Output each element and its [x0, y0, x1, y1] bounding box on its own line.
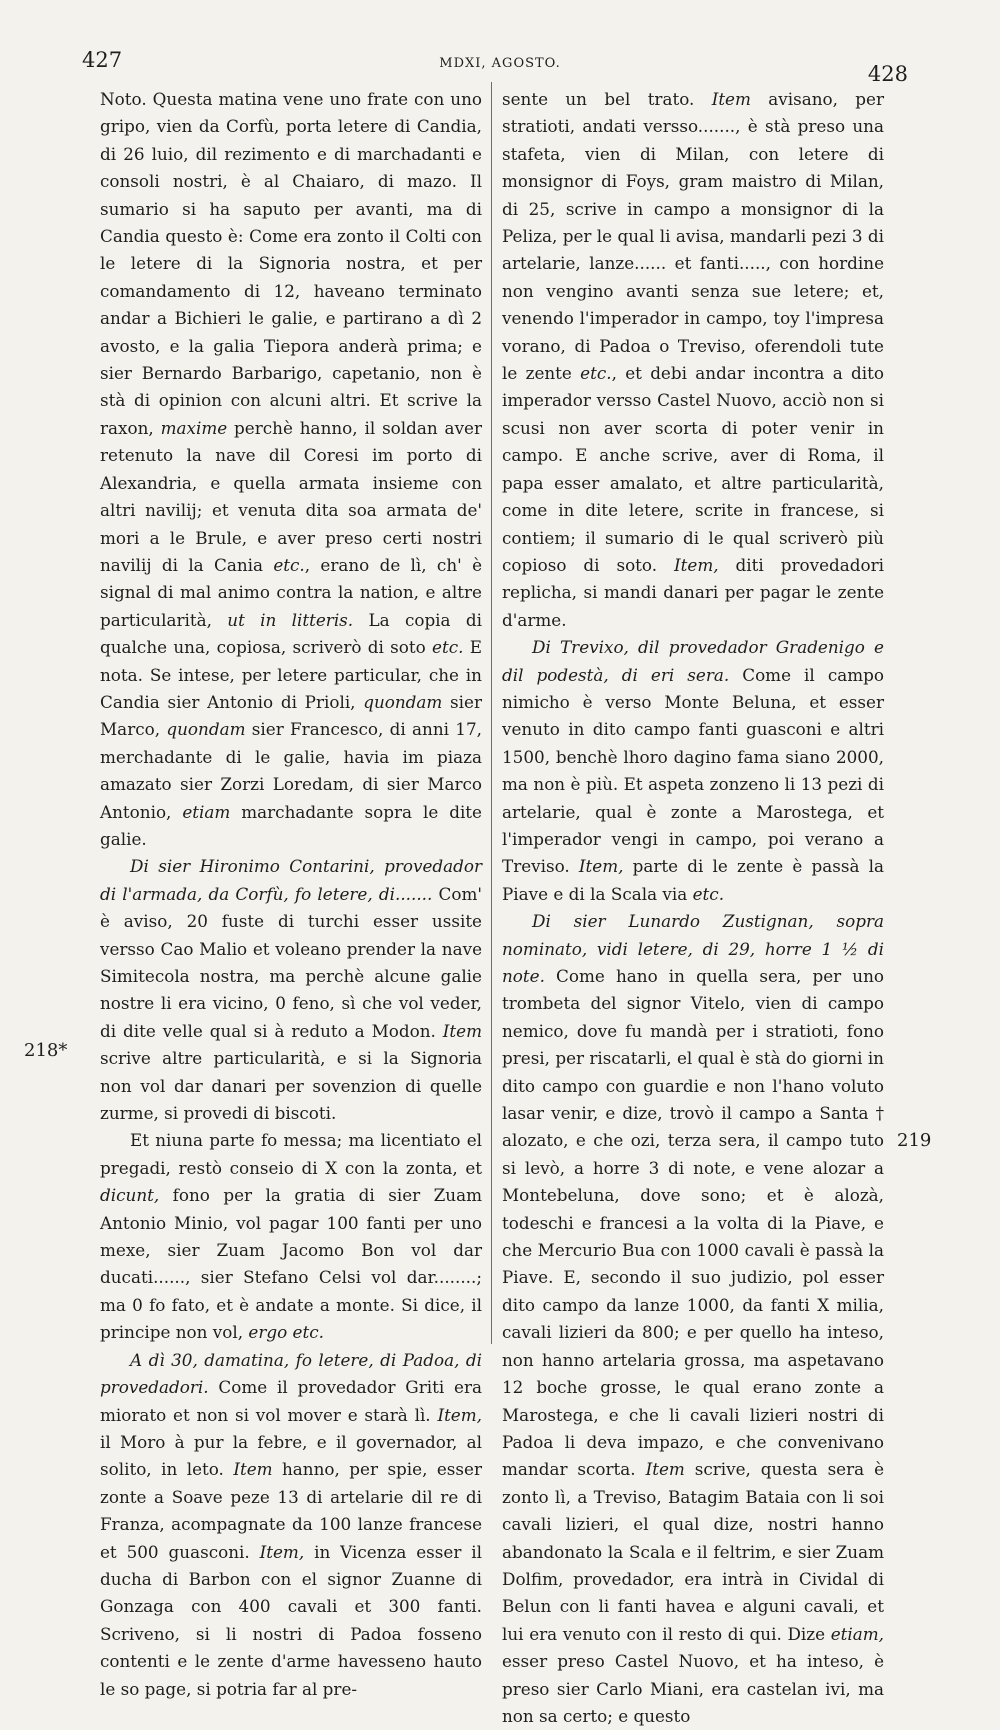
text-run: Com' è aviso, 20 fuste di turchi esser ussite versso Cao Malio et voleano prender la nave Simitecola nostra, ma perchè alcune galie nostre li era vicino, 0 feno, sì che vol veder, di dite velle qual si à reduto a Modon.: [100, 883, 482, 1041]
text-run: E nota. Se intese, per letere particular, che in Candia sier Antonio di Prioli,: [100, 637, 482, 712]
paragraph: [502, 634, 884, 908]
text-run: perchè hanno, il soldan aver retenuto la nave dil Coresi im porto di Alexandria, e quella armata insieme con altri navilij; et venuta dita soa armata de' mori a le Brule, e aver preso certi nostri navilij di la Cania: [100, 417, 482, 575]
paragraph: [502, 908, 884, 1730]
italic-run: Item,: [437, 1404, 482, 1425]
italic-run: A dì 30, damatina, fo letere, di Padoa, di provedadori.: [100, 1349, 482, 1398]
text-run: scrive, questa sera è zonto lì, a Treviso, Batagim Bataia con li soi cavali lizieri, el qual dize, nostri hanno abandonato la Scala e il feltrim, e sier Zuam Dolfim, provedador, era intrà in Cividal di Belun con li fanti havea e alguni cavali, et lui era venuto con il resto di qui. Dize: [502, 1459, 884, 1644]
italic-run: Item,: [578, 856, 624, 877]
page-number-left: 427: [82, 48, 123, 72]
italic-run: ergo etc.: [248, 1322, 324, 1343]
paragraph: [100, 1127, 482, 1346]
italic-run: Item: [233, 1459, 273, 1480]
text-run: Noto. Questa matina vene uno frate con uno gripo, vien da Corfù, porta letere di Candia, di 26 luio, dil rezimento e di marchadanti e consoli nostri, è al Chaiaro, di mazo. Il sumario si ha saputo per avanti, ma di Candia questo è: Come era zonto il Colti con le letere di la Signoria nostra, et per comandamento di 12, haveano terminato andar a Bichieri le galie, e partirano a dì 2 avosto, e la galia Tiepora anderà prima; e sier Bernardo Barbarigo, capetanio, non è stà di opinion con alcuni altri. Et scrive la raxon,: [100, 89, 482, 438]
italic-run: Item,: [674, 554, 719, 575]
page-header: [0, 40, 1000, 86]
page-number-right: 428: [867, 62, 908, 86]
text-run: esser preso Castel Nuovo, et ha inteso, è preso sier Carlo Miani, era castelan ivi, ma non sa certo; e questo: [502, 1651, 884, 1726]
italic-run: etc.: [692, 883, 725, 904]
margin-ref-right: 219: [897, 1130, 932, 1151]
text-run: marchadante sopra le dite galie.: [100, 801, 482, 849]
italic-run: maxime: [160, 417, 228, 438]
italic-run: etiam,: [830, 1623, 884, 1644]
paragraph: [100, 853, 482, 1127]
text-run: , erano de lì, ch' è signal di mal animo contra la nation, e altre particularità,: [100, 554, 482, 630]
italic-run: Item: [645, 1459, 685, 1480]
text-run: fono per la gratia di sier Zuam Antonio Minio, vol pagar 100 fanti per uno mexe, sier Zuam Jacomo Bon vol dar ducati......, sier Stefano Celsi vol dar........; ma 0 fo fato, et è andate a monte. Si dice, il principe non vol,: [100, 1185, 482, 1343]
text-run: parte di le zente è passà la Piave e di la Scala via: [502, 856, 884, 904]
column-divider: [491, 82, 492, 1344]
text-run: sier Francesco, di anni 17, merchadante di le galie, havia im piaza amazato sier Zorzi Loredam, di sier Marco Antonio,: [100, 719, 482, 822]
text-run: La copia di qualche una, copiosa, scriverò di soto: [100, 609, 482, 658]
italic-run: quondam: [166, 719, 246, 740]
text-run: il Moro à pur la febre, e il governador, al solito, in leto.: [100, 1431, 482, 1480]
italic-run: etc.: [580, 363, 612, 384]
paragraph: [100, 1347, 482, 1703]
text-run: sier Marco,: [100, 691, 482, 740]
text-run: diti provedadori replicha, si mandi danari per pagar le zente d'arme.: [502, 554, 884, 630]
italic-run: Di sier Hironimo Contarini, provedador di l'armada, da Corfù, fo letere, di.......: [100, 856, 482, 904]
text-run: Come hano in quella sera, per uno trombeta del signor Vitelo, vien di campo nemico, dove fu mandà per i stratioti, fono presi, per riscatarli, el qual è stà do giorni in dito campo con guardie e non l'hano voluto lasar venir, e dize, trovò il campo a Santa † alozato, e che ozi, terza sera, il campo tuto si levò, a horre 3 di note, e vene alozar a Montebeluna, dove sono; et è alozà, todeschi e francesi a la volta di la Piave, e che Mercurio Bua con 1000 cavali è passà la Piave. E, secondo il suo judizio, pol esser dito campo da lanze 1000, da fanti X milia, cavali lizieri da 800; e per quello ha inteso, non hanno artelaria grossa, ma aspetavano 12 boche grosse, le qual erano zonte a Marostega, e che li cavali lizieri nostri di Padoa li deva impazo, e che convenivano mandar scorta.: [502, 966, 884, 1480]
text-run: scrive altre particularità, e si la Signoria non vol dar danari per sovenzion di quelle zurme, si provedi di biscoti.: [100, 1048, 482, 1124]
italic-run: ut in litteris.: [227, 609, 354, 630]
right-column: [502, 86, 884, 1730]
text-run: , et debi andar incontra a dito imperador versso Castel Nuovo, acciò non si scusi non aver scorta di poter venir in campo. E anche scrive, aver di Roma, il papa esser amalato, et altre particularità, come in dite letere, scrite in francese, si contiem; il sumario di le qual scriverò più copioso di soto.: [502, 363, 884, 575]
text-run: Come il campo nimicho è verso Monte Beluna, et esser venuto in dito campo fanti guasconi e altri 1500, benchè lhoro dagino fama siano 2000, ma non è più. Et aspeta zonzeno li 13 pezi di artelarie, qual è zonte a Marostega, et l'imperador vengi in campo, poi verano a Treviso.: [502, 664, 884, 877]
text-run: sente un bel trato.: [502, 89, 712, 109]
italic-run: quondam: [363, 691, 443, 712]
running-title: MDXI, AGOSTO.: [439, 56, 561, 71]
left-column: [100, 86, 482, 1703]
italic-run: dicunt,: [100, 1185, 160, 1206]
text-run: hanno, per spie, esser zonte a Soave peze 13 di artelarie dil re di Franza, acompagnate da 100 lanze francese et 500 guasconi.: [100, 1459, 482, 1562]
italic-run: Di Trevixo, dil provedador Gradenigo e dil podestà, di eri sera.: [502, 637, 884, 685]
text-run: in Vicenza esser il ducha di Barbon con el signor Zuanne di Gonzaga con 400 cavali et 300 fanti. Scriveno, si li nostri di Padoa fosseno contenti e le zente d'arme havesseno hauto le so page, si potria far al pre-: [100, 1541, 482, 1699]
italic-run: Di sier Lunardo Zustignan, sopra nominato, vidi letere, di 29, horre 1 ½ di note.: [502, 911, 884, 986]
italic-run: Item,: [259, 1541, 305, 1562]
italic-run: etc.: [273, 554, 305, 575]
margin-ref-left: 218*: [24, 1040, 68, 1061]
paragraph: [502, 86, 884, 634]
paragraph: [100, 86, 482, 853]
italic-run: Item: [442, 1020, 482, 1041]
text-run: Come il provedador Griti era miorato et non si vol mover e starà lì.: [100, 1377, 482, 1425]
text-run: avisano, per stratioti, andati versso......., è stà preso una stafeta, vien di Milan, con letere di monsignor di Foys, gram maistro di Milan, di 25, scrive in campo a monsignor di la Peliza, per le qual li avisa, mandarli pezi 3 di artelarie, lanze...... et fanti....., con hordine non vengino avanti senza sue letere; et, venendo l'imperador in campo, toy l'impresa vorano, di Padoa o Treviso, oferendoli tute le zente: [502, 89, 884, 384]
italic-run: Item: [711, 89, 751, 109]
italic-run: etiam: [182, 801, 231, 822]
text-run: Et niuna parte fo messa; ma licentiato el pregadi, restò conseio di X con la zonta, et: [100, 1130, 482, 1178]
italic-run: etc.: [432, 637, 464, 658]
